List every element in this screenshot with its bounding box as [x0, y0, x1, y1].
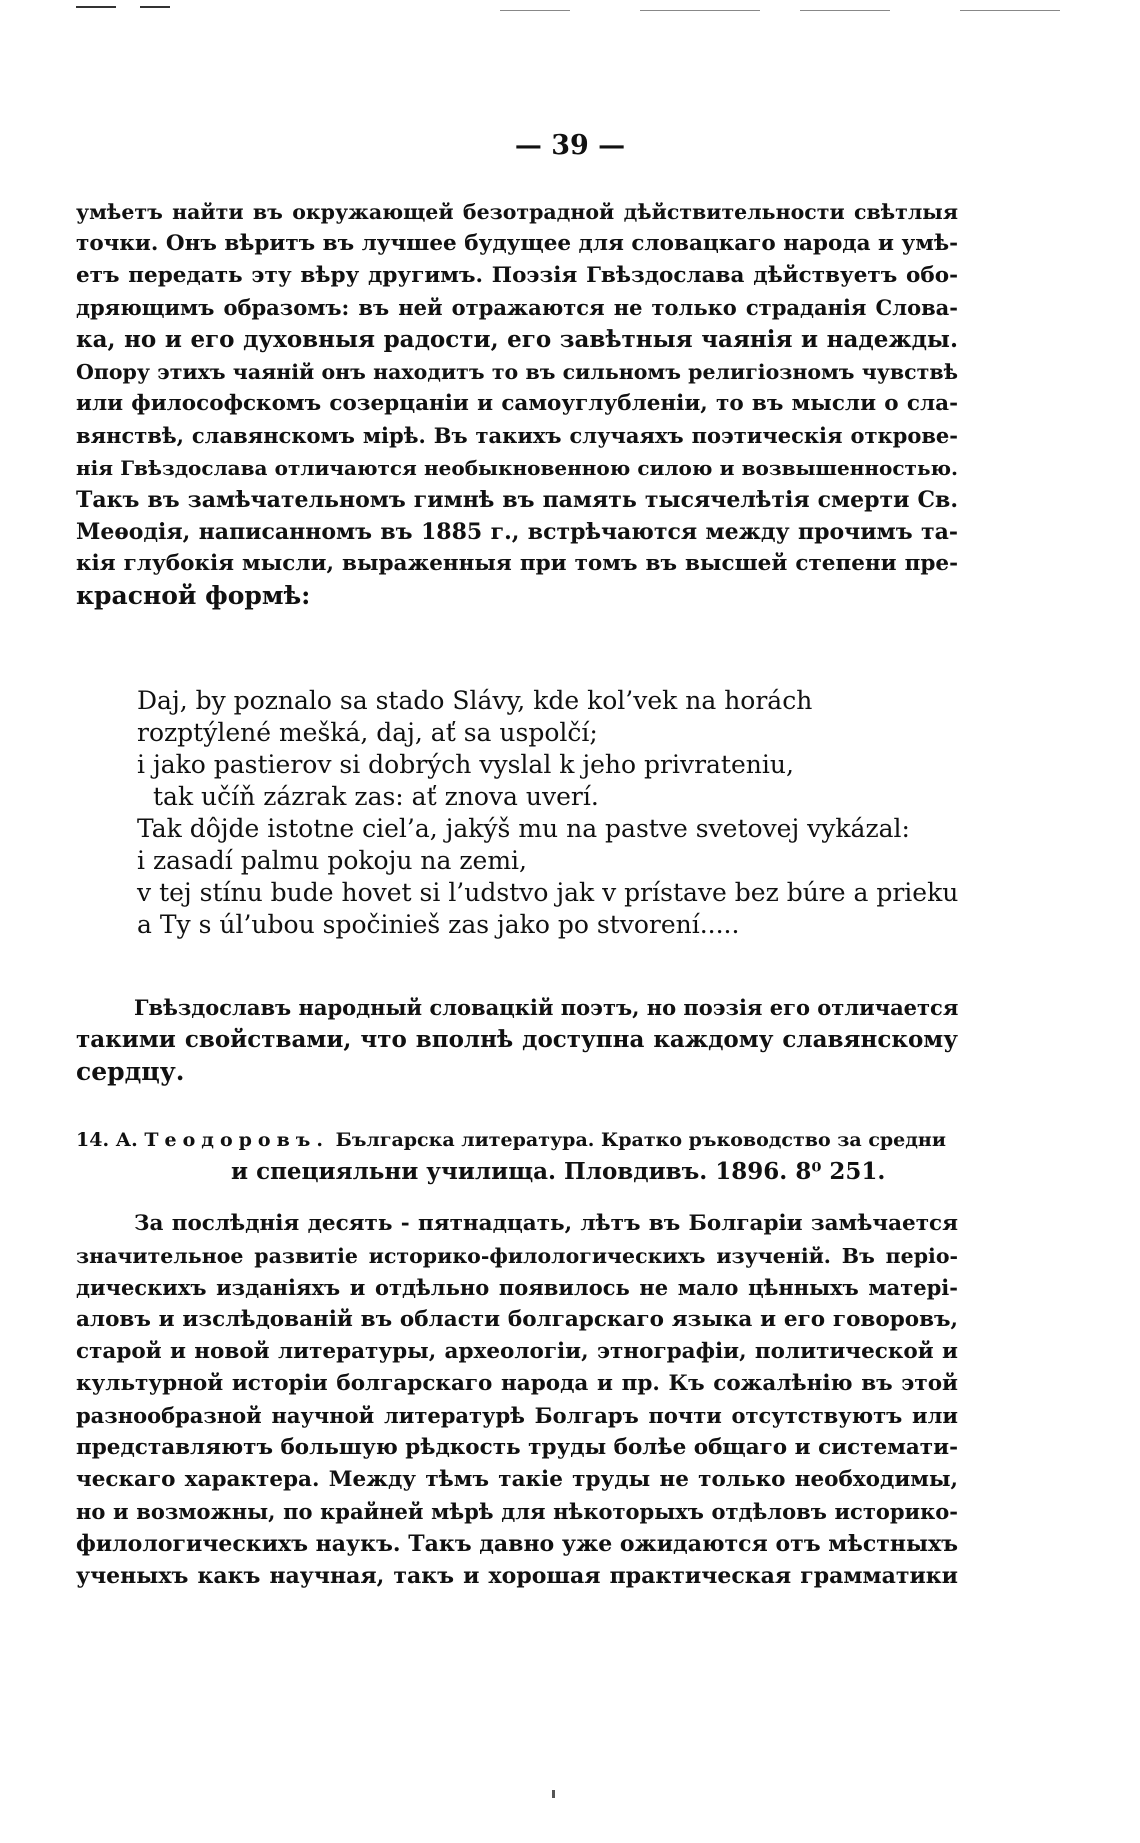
text-line: Гвѣздославъ народный словацкій поэтъ, но поэзія его отличается	[134, 995, 959, 1020]
text-line: филологическихъ наукъ. Такъ давно уже ожидаются отъ мѣстныхъ	[76, 1531, 959, 1557]
text-line: Опору этихъ чаяній онъ находитъ то въ сильномъ религіозномъ чувствѣ	[76, 360, 958, 384]
text-line: дряющимъ образомъ: въ ней отражаются не только страданія Слова-	[76, 295, 958, 320]
page-number: — 39 —	[514, 130, 626, 161]
verse-quotation	[137, 685, 957, 941]
text-line: нія Гвѣздослава отличаются необыкновенною силою и возвышенностью.	[76, 456, 958, 480]
scan-artifact-dash	[800, 10, 890, 11]
paragraph-3	[76, 1208, 958, 1592]
paragraph-2	[76, 992, 958, 1088]
text-line: ка, но и его духовныя радости, его завѣтныя чаянія и надежды.	[76, 326, 958, 353]
text-line: значительное развитіе историко-филологическихъ изученій. Въ періо-	[76, 1244, 958, 1268]
verse-line: v tej stínu bude hovet si l’udstvo jak v prístave bez búre a prieku	[137, 878, 959, 907]
text-line: представляютъ большую рѣдкость труды болѣе общаго и системати-	[76, 1435, 958, 1460]
entry-line-2: и специяльни училища. Пловдивъ. 1896. 8⁰ 251.	[231, 1158, 886, 1185]
text-line: етъ передать эту вѣру другимъ. Поэзія Гвѣздослава дѣйствуетъ обо-	[76, 263, 958, 288]
text-line: За послѣднія десять - пятнадцать, лѣтъ въ Болгаріи замѣчается	[134, 1211, 958, 1236]
text-line: ученыхъ какъ научная, такъ и хорошая практическая грамматики	[76, 1563, 958, 1589]
text-line: ческаго характера. Между тѣмъ такіе труды не только необходимы,	[76, 1467, 958, 1492]
entry-author: Теодоровъ.	[144, 1129, 329, 1151]
text-line: красной формѣ:	[76, 581, 311, 610]
verse-line: a Ty s úl’ubou spočinieš zas jako po stvorení.....	[137, 910, 740, 939]
scan-artifact-rule	[140, 6, 170, 8]
scan-artifact-rule	[76, 6, 116, 8]
verse-line: Daj, by poznalo sa stado Slávy, kde kol’vek na horách	[137, 686, 813, 715]
text-line: или философскомъ созерцаніи и самоуглубленіи, то въ мысли о сла-	[76, 391, 958, 416]
scan-artifact-dash	[960, 10, 1060, 11]
bibliography-entry	[76, 1124, 958, 1188]
text-line: кія глубокія мысли, выраженныя при томъ въ высшей степени пре-	[76, 551, 958, 576]
scan-artifact-dash	[500, 10, 570, 11]
text-line: но и возможны, по крайней мѣрѣ для нѣкоторыхъ отдѣловъ историко-	[76, 1499, 958, 1524]
text-line: дическихъ изданіяхъ и отдѣльно появилось не мало цѣнныхъ матері-	[76, 1275, 958, 1300]
verse-line: i jako pastierov si dobrých vyslal k jeho privrateniu,	[137, 750, 794, 779]
scan-artifact-dash	[640, 10, 760, 11]
text-line: точки. Онъ вѣритъ въ лучшее будущее для словацкаго народа и умѣ-	[76, 231, 958, 256]
verse-line: rozptýlené mešká, daj, ať sa uspolčí;	[137, 718, 598, 747]
text-line: аловъ и изслѣдованій въ области болгарскаго языка и его говоровъ,	[76, 1307, 958, 1332]
paragraph-1	[76, 196, 958, 612]
text-line: Такъ въ замѣчательномъ гимнѣ въ память тысячелѣтія смерти Св.	[76, 487, 958, 513]
entry-line-1	[76, 1124, 958, 1156]
text-line: старой и новой литературы, археологіи, этнографіи, политической и	[76, 1339, 958, 1364]
text-line: сердцу.	[76, 1057, 185, 1086]
verse-line: Tak dôjde istotne ciel’a, jakýš mu na pastve svetovej vykázal:	[137, 814, 910, 843]
verse-line: i zasadí palmu pokoju na zemi,	[137, 846, 527, 875]
entry-title: Българска литература. Кратко ръководство за средни	[335, 1129, 946, 1151]
text-line: разнообразной научной литературѣ Болгаръ почти отсутствуютъ или	[76, 1403, 958, 1428]
text-line: вянствѣ, славянскомъ мірѣ. Въ такихъ случаяхъ поэтическія открове-	[76, 423, 958, 448]
text-line: культурной исторіи болгарскаго народа и пр. Къ сожалѣнію въ этой	[76, 1371, 958, 1396]
text-line: такими свойствами, что вполнѣ доступна каждому славянскому	[76, 1026, 958, 1053]
entry-number: 14. А.	[76, 1129, 138, 1151]
text-line: умѣетъ найти въ окружающей безотрадной дѣйствительности свѣтлыя	[76, 200, 958, 224]
text-line: Меѳодія, написанномъ въ 1885 г., встрѣчаются между прочимъ та-	[76, 519, 958, 545]
verse-line: tak učíň zázrak zas: ať znova uverí.	[153, 782, 599, 811]
scan-speck	[552, 1790, 555, 1798]
